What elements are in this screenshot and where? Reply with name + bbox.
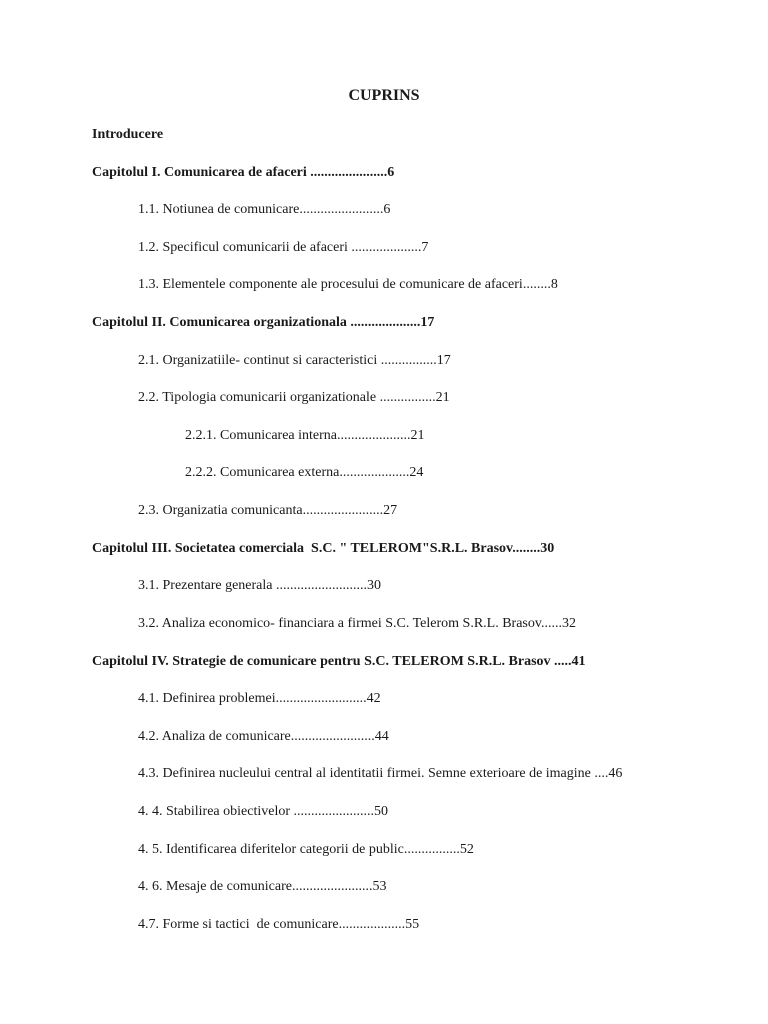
toc-section-1-2: 1.2. Specificul comunicarii de afaceri ....................7 (138, 240, 429, 255)
toc-section-4-4: 4. 4. Stabilirea obiectivelor .......................50 (138, 804, 389, 819)
toc-entry-introducere: Introducere (92, 127, 164, 142)
page-title: CUPRINS (348, 87, 420, 104)
toc-section-1-3: 1.3. Elementele componente ale procesului de comunicare de afaceri........8 (138, 277, 558, 292)
toc-section-3-1: 3.1. Prezentare generala ..........................30 (138, 578, 381, 593)
toc-section-4-3: 4.3. Definirea nucleului central al identitatii firmei. Semne exterioare de imagine ....46 (138, 766, 623, 781)
toc-subsection-2-2-2: 2.2.2. Comunicarea externa....................24 (185, 465, 424, 480)
toc-section-4-7: 4.7. Forme si tactici de comunicare...................55 (138, 917, 420, 932)
toc-section-2-3: 2.3. Organizatia comunicanta.......................27 (138, 503, 398, 518)
toc-chapter-3: Capitolul III. Societatea comerciala S.C. " TELEROM"S.R.L. Brasov........30 (92, 541, 555, 556)
toc-section-4-6: 4. 6. Mesaje de comunicare.......................53 (138, 879, 387, 894)
toc-section-2-1: 2.1. Organizatiile- continut si caracteristici ................17 (138, 353, 451, 368)
toc-section-1-1: 1.1. Notiunea de comunicare........................6 (138, 202, 391, 217)
toc-subsection-2-2-1: 2.2.1. Comunicarea interna.....................21 (185, 428, 425, 443)
toc-section-4-1: 4.1. Definirea problemei..........................42 (138, 691, 381, 706)
toc-section-4-2: 4.2. Analiza de comunicare........................44 (138, 729, 389, 744)
toc-chapter-1: Capitolul I. Comunicarea de afaceri ......................6 (92, 165, 395, 180)
toc-chapter-4: Capitolul IV. Strategie de comunicare pentru S.C. TELEROM S.R.L. Brasov .....41 (92, 654, 586, 669)
toc-section-3-2: 3.2. Analiza economico- financiara a firmei S.C. Telerom S.R.L. Brasov......32 (138, 616, 576, 631)
toc-section-2-2: 2.2. Tipologia comunicarii organizationale ................21 (138, 390, 450, 405)
toc-section-4-5: 4. 5. Identificarea diferitelor categorii de public................52 (138, 842, 474, 857)
toc-chapter-2: Capitolul II. Comunicarea organizationala ....................17 (92, 315, 435, 330)
